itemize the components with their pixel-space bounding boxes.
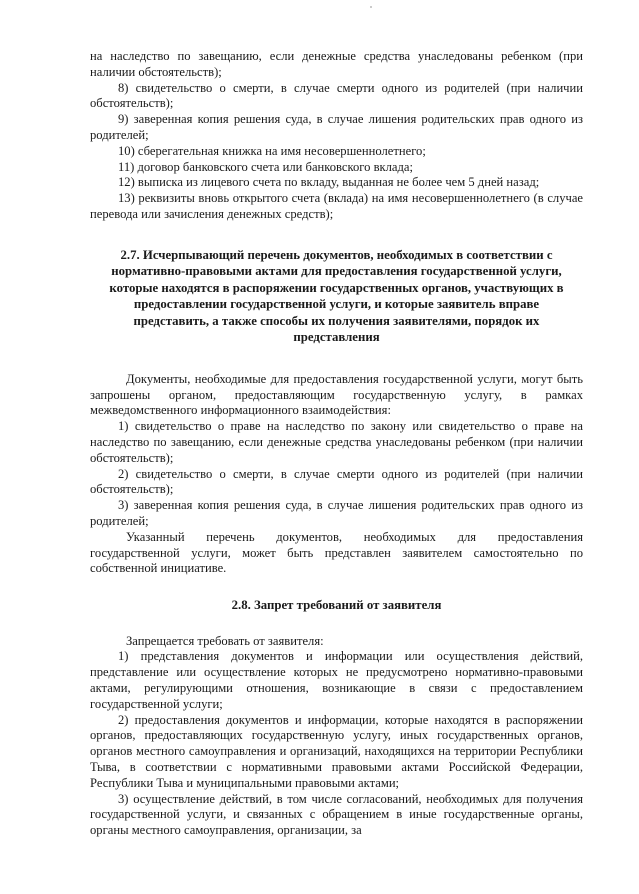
list-item-13: 13) реквизиты вновь открытого счета (вклада) на имя несовершеннолетнего (в случае перевода или зачисления денежных средств); — [90, 191, 583, 221]
list-item-11: 11) договор банковского счета или банковского вклада; — [118, 159, 414, 174]
list-item-1: 1) свидетельство о праве на наследство по закону или свидетельство о праве на наследство по завещанию, если денежные средства унаследованы ребенком (при наличии обстоятельств); — [90, 419, 583, 465]
paragraph: Документы, необходимые для предоставления государственной услуги, могут быть запрошены органом, предоставляющим государственную услугу, в рамках межведомственного информационного взаимодействия: — [90, 371, 583, 418]
paragraph: Запрещается требовать от заявителя: — [126, 633, 324, 648]
list-item-8: 8) свидетельство о смерти, в случае смерти одного из родителей (при наличии обстоятельств); — [90, 80, 583, 111]
paragraph: на наследство по завещанию, если денежные средства унаследованы ребенком (при наличии обстоятельств); — [90, 49, 583, 79]
section-heading-2-7: 2.7. Исчерпывающий перечень документов, необходимых в соответствии с нормативно-правовыми актами для предоставления государственной услуги, которые находятся в распоряжении государственных органов, участвующих в предоставлении государственной услуги, и которые заявитель вправе представить, а также способы их получения заявителями, порядок их представления — [109, 247, 564, 345]
list-item-9: 9) заверенная копия решения суда, в случае лишения родительских прав одного из родителей; — [90, 112, 583, 142]
scan-dot — [370, 6, 372, 8]
list-item-10: 10) сберегательная книжка на имя несовершеннолетнего; — [118, 143, 426, 158]
list-item-12: 12) выписка из лицевого счета по вкладу, выданная не более чем 5 дней назад; — [118, 175, 540, 190]
list-item-2: 2) свидетельство о смерти, в случае смерти одного из родителей (при наличии обстоятельств); — [90, 466, 583, 497]
list-item-1: 1) представления документов и информации или осуществления действий, представление или осуществление которых не предусмотрено нормативно-правовыми актами, регулирующими отношения, возникающие в связи с предоставлением государственной услуги; — [90, 649, 583, 711]
list-item-3: 3) осуществление действий, в том числе согласований, необходимых для получения государственной услуги, и связанных с обращением в иные государственные органы, органы местного самоуправления, организации, за — [90, 791, 583, 838]
list-item-2: 2) предоставления документов и информации, которые находятся в распоряжении органов, предоставляющих государственную услугу, иных государственных органов, органов местного самоуправления и организаций, находящихся на территории Республики Тыва, в соответствии с нормативными правовыми актами Российской Федерации, Республики Тыва и муниципальными правовыми актами; — [90, 712, 583, 790]
list-item-3: 3) заверенная копия решения суда, в случае лишения родительских прав одного из родителей; — [90, 498, 583, 528]
paragraph: Указанный перечень документов, необходимых для предоставления государственной услуги, может быть представлен заявителем самостоятельно по собственной инициативе. — [90, 529, 583, 576]
section-heading-2-8: 2.8. Запрет требований от заявителя — [231, 598, 442, 613]
